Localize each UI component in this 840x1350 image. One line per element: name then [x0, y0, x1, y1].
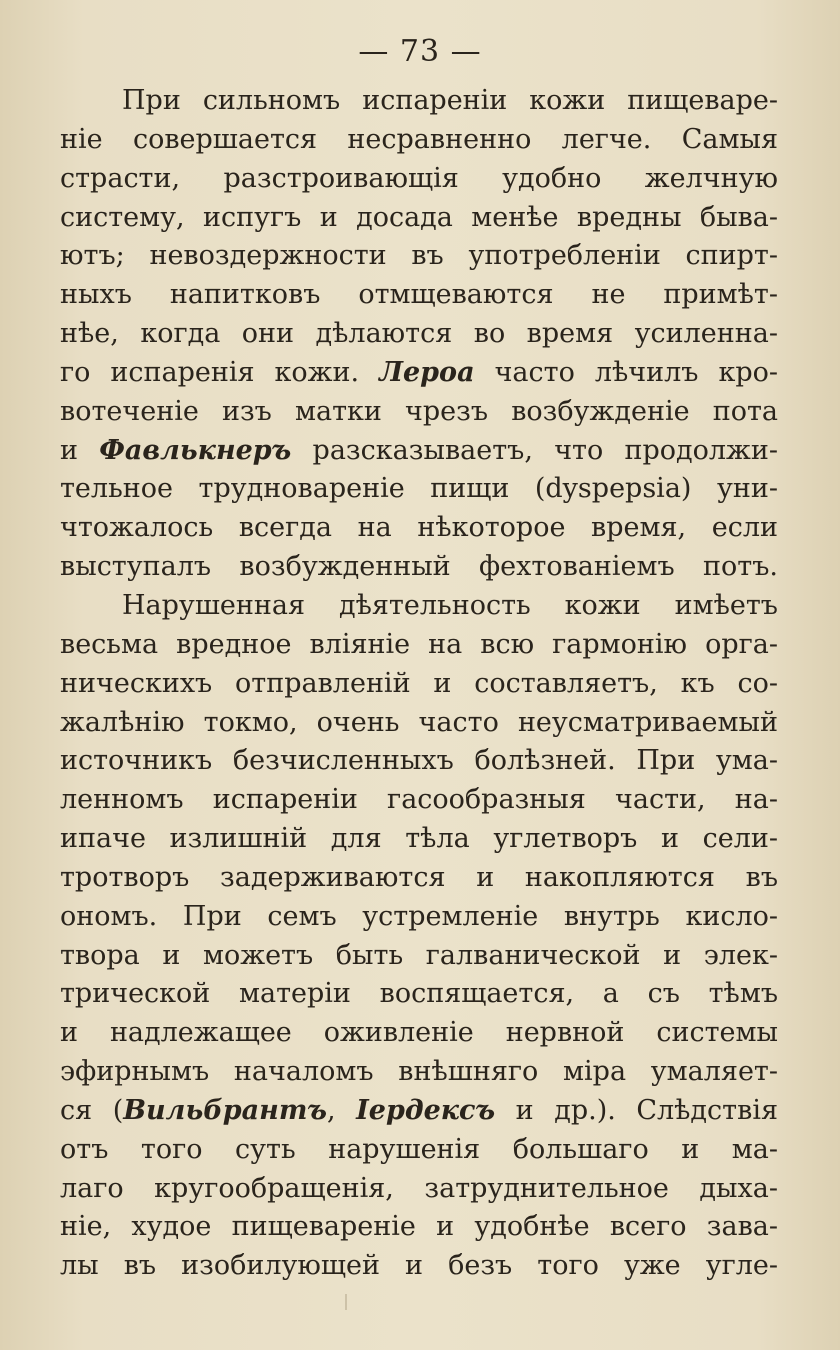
- text-line: трической матеріи воспящается, а съ тѣмъ: [60, 978, 778, 1010]
- text-line: При сильномъ испареніи кожи пищеваре-: [122, 85, 778, 116]
- text-line: ныхъ напитковъ отмщеваются не примѣт-: [60, 279, 778, 311]
- text-line: страсти, разстроивающія удобно желчную: [60, 162, 778, 194]
- text-line: ономъ. При семъ устремленіе внутрь кисло-: [60, 900, 778, 932]
- text-line: лы въ изобилующей и безъ того уже угле-: [60, 1250, 778, 1282]
- text-line: ся (Вильбрантъ, Іердексъ и др.). Слѣдствія: [60, 1094, 778, 1126]
- author-name: Вильбрантъ: [123, 1094, 328, 1126]
- text-line: вотеченіе изъ матки чрезъ возбужденіе пота: [60, 395, 778, 427]
- text-line: ніе, худое пищевареніе и удобнѣе всего зава-: [60, 1211, 778, 1243]
- text-line: и надлежащее оживленіе нервной системы: [60, 1017, 778, 1049]
- paper-mark: [345, 1294, 367, 1310]
- text-line: ническихъ отправленій и составляетъ, къ со-: [60, 667, 778, 699]
- author-name: Іердексъ: [356, 1094, 496, 1126]
- body-text: [60, 82, 778, 1286]
- text-line: выступалъ возбужденный фехтованіемъ потъ.: [60, 551, 778, 583]
- text-line: Нарушенная дѣятельность кожи имѣетъ: [122, 589, 778, 621]
- text-line: весьма вредное вліяніе на всю гармонію орга-: [60, 628, 778, 660]
- text-line: чтожалось всегда на нѣкоторое время, если: [60, 512, 778, 544]
- text-line: и Фавлькнеръ разсказываетъ, что продолжи-: [60, 434, 778, 466]
- text-line: го испаренія кожи. Лероа часто лѣчилъ кро-: [60, 356, 778, 388]
- text-line: источникъ безчисленныхъ болѣзней. При ума-: [60, 745, 778, 777]
- text-line: твора и можетъ быть галванической и элек-: [60, 939, 778, 971]
- text-line: эфирнымъ началомъ внѣшняго міра умаляет-: [60, 1056, 778, 1088]
- text-line: ютъ; невоздержности въ употребленіи спирт-: [60, 240, 778, 272]
- text-line: тротворъ задерживаются и накопляются въ: [60, 861, 778, 893]
- author-name: Лероа: [379, 356, 475, 388]
- text-line: ипаче излишній для тѣла углетворъ и сели-: [60, 823, 778, 855]
- text-line: лаго кругообращенія, затруднительное дыха-: [60, 1172, 778, 1204]
- text-line: нѣе, когда они дѣлаются во время усиленна-: [60, 318, 778, 350]
- text-line: отъ того суть нарушенія большаго и ма-: [60, 1133, 778, 1165]
- text-line: ніе совершается несравненно легче. Самыя: [60, 123, 778, 155]
- text-line: тельное трудновареніе пищи (dyspepsia) уни-: [60, 473, 778, 505]
- author-name: Фавлькнеръ: [99, 434, 292, 466]
- text-line: ленномъ испареніи гасообразныя части, на-: [60, 784, 778, 816]
- page-number: — 73 —: [358, 34, 482, 69]
- text-line: систему, испугъ и досада менѣе вредны быва-: [60, 201, 778, 233]
- text-line: жалѣнію токмо, очень часто неусматриваемый: [60, 706, 778, 738]
